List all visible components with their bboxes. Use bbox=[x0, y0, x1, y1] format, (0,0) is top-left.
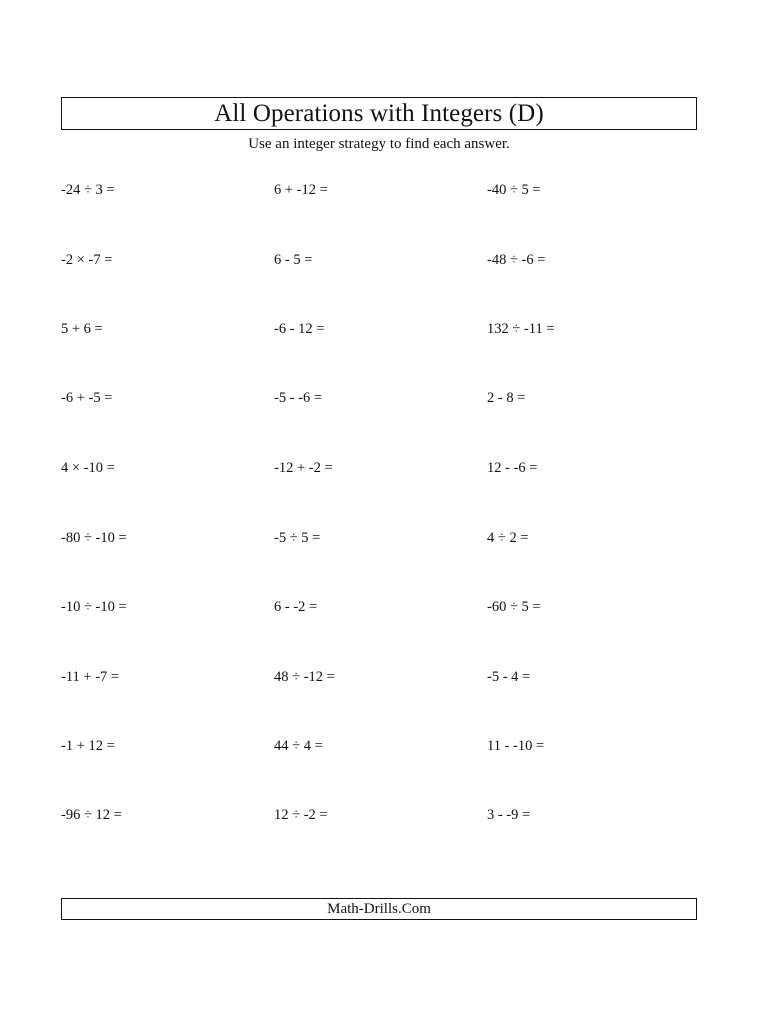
problem: 48 ÷ -12 = bbox=[274, 669, 335, 685]
problem: 11 - -10 = bbox=[487, 738, 545, 754]
problem: -24 ÷ 3 = bbox=[61, 182, 115, 198]
problem: -5 ÷ 5 = bbox=[274, 530, 321, 546]
problem: 4 ÷ 2 = bbox=[487, 530, 529, 546]
problem: -80 ÷ -10 = bbox=[61, 530, 127, 546]
problem: 44 ÷ 4 = bbox=[274, 738, 323, 754]
footer-source: Math-Drills.Com bbox=[327, 900, 431, 917]
problem: 3 - -9 = bbox=[487, 807, 531, 823]
problem: -12 + -2 = bbox=[274, 460, 333, 476]
problem: -40 ÷ 5 = bbox=[487, 182, 541, 198]
problem: 6 - 5 = bbox=[274, 252, 313, 268]
problem: -5 - 4 = bbox=[487, 669, 531, 685]
problem: 132 ÷ -11 = bbox=[487, 321, 555, 337]
problem: -11 + -7 = bbox=[61, 669, 120, 685]
problem: -5 - -6 = bbox=[274, 390, 323, 406]
problem: 6 + -12 = bbox=[274, 182, 328, 198]
problem: 12 ÷ -2 = bbox=[274, 807, 328, 823]
problem: 2 - 8 = bbox=[487, 390, 526, 406]
problem: -6 - 12 = bbox=[274, 321, 325, 337]
problem: -1 + 12 = bbox=[61, 738, 115, 754]
problem: -48 ÷ -6 = bbox=[487, 252, 546, 268]
problem: -60 ÷ 5 = bbox=[487, 599, 541, 615]
footer-box bbox=[61, 898, 697, 920]
problem: -2 × -7 = bbox=[61, 252, 113, 268]
problem: 6 - -2 = bbox=[274, 599, 318, 615]
problem: -6 + -5 = bbox=[61, 390, 113, 406]
problem: 12 - -6 = bbox=[487, 460, 538, 476]
worksheet-instructions: Use an integer strategy to find each answer. bbox=[248, 136, 510, 152]
problem: 5 + 6 = bbox=[61, 321, 103, 337]
problem: -10 ÷ -10 = bbox=[61, 599, 127, 615]
problem: 4 × -10 = bbox=[61, 460, 115, 476]
worksheet-title: All Operations with Integers (D) bbox=[214, 100, 544, 127]
problem: -96 ÷ 12 = bbox=[61, 807, 122, 823]
